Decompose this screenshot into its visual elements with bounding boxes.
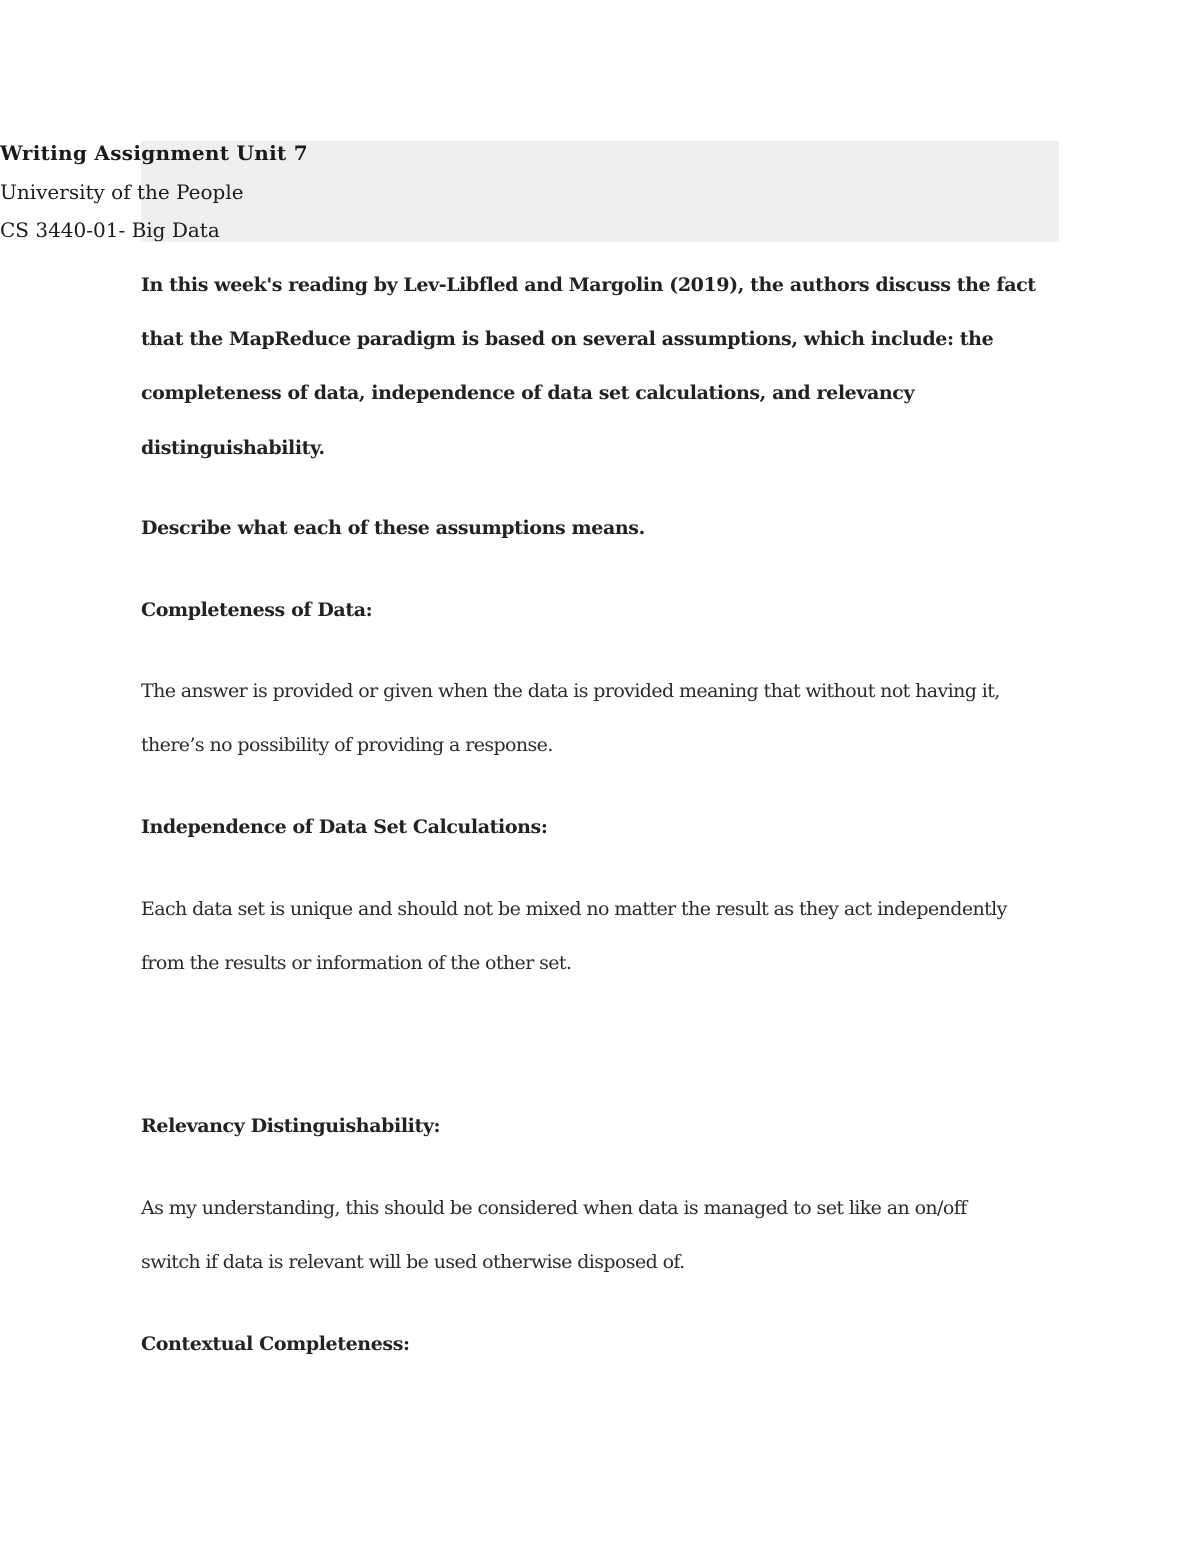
section-body-line: The answer is provided or given when the data is provided meaning that without not having it, [141,680,1000,702]
section-body-line: from the results or information of the other set. [141,952,572,974]
university-name: University of the People [0,180,244,204]
section-body-line: Each data set is unique and should not be mixed no matter the result as they act independently [141,898,1007,920]
section-body-line: As my understanding, this should be considered when data is managed to set like an on/off [141,1197,967,1219]
intro-line-2: that the MapReduce paradigm is based on several assumptions, which include: the [141,328,994,350]
section-body-line: switch if data is relevant will be used otherwise disposed of. [141,1251,685,1273]
section-heading-contextual: Contextual Completeness: [141,1333,410,1355]
section-heading-relevancy: Relevancy Distinguishability: [141,1115,441,1137]
prompt-text: Describe what each of these assumptions means. [141,517,645,539]
course-name: CS 3440-01- Big Data [0,218,220,242]
section-heading-completeness: Completeness of Data: [141,599,373,621]
document-title: Writing Assignment Unit 7 [0,141,309,165]
intro-line-4: distinguishability. [141,437,325,459]
intro-line-1: In this week's reading by Lev-Libfled and Margolin (2019), the authors discuss the fact [141,274,1036,296]
section-heading-independence: Independence of Data Set Calculations: [141,816,548,838]
section-body-line: there’s no possibility of providing a response. [141,734,553,756]
intro-line-3: completeness of data, independence of data set calculations, and relevancy [141,382,915,404]
